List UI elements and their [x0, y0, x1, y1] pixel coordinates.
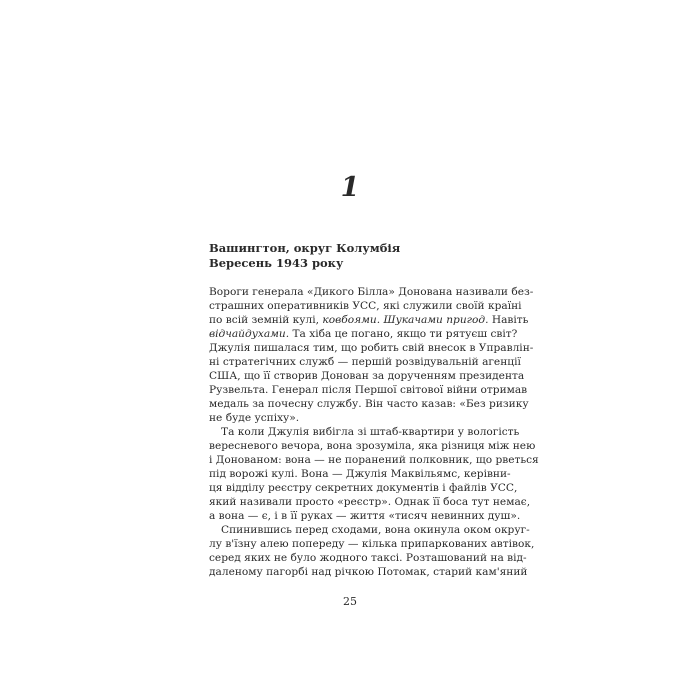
text-line [209, 551, 527, 565]
text-line [209, 327, 518, 341]
text-segment: США, що її створив Донован за дорученням президента [209, 370, 525, 382]
text-line [209, 509, 521, 523]
text-segment: не буде успіху». [209, 412, 300, 424]
text-segment: медаль за почесну службу. Він часто казав: «Без ризику [209, 398, 529, 410]
text-segment: який називали просто «реєстр». Однак її боса тут немає, [209, 496, 531, 508]
italic-text: відчайдухами. [209, 328, 290, 340]
text-segment: страшних оперативників УСС, які служили своїй країні [209, 300, 522, 312]
text-line [209, 439, 536, 453]
text-segment: Навіть [488, 314, 529, 326]
text-segment: серед яких не було жодного таксі. Розташований на від- [209, 552, 527, 564]
text-line [209, 537, 535, 551]
text-segment: даленому пагорбі над річкою Потомак, старий кам'яний [209, 566, 528, 578]
text-line [209, 565, 528, 579]
text-line [209, 453, 539, 467]
text-segment: Рузвельта. Генерал після Першої світової війни отримав [209, 384, 528, 396]
italic-text: ковбоями. Шукачами пригод. [322, 314, 489, 326]
text-segment: а вона — є, і в її руках — життя «тисяч невинних душ». [209, 510, 521, 522]
text-line [209, 285, 534, 299]
text-line [209, 411, 485, 425]
text-line [209, 397, 529, 411]
body-text [209, 285, 539, 579]
text-line [209, 523, 530, 537]
text-line [209, 355, 521, 369]
text-segment: по всій земній кулі, [209, 314, 323, 326]
text-line [209, 481, 518, 495]
text-segment: Вороги генерала «Дикого Білла» Донована називали без- [209, 286, 534, 298]
text-segment: ні стратегічних служб — першій розвідувальній агенції [209, 356, 521, 368]
text-segment: Джулія пишалася тим, що робить свій внесок в Управлін- [209, 342, 534, 354]
text-line [209, 495, 531, 509]
chapter-number: 1 [340, 172, 360, 203]
text-line [209, 313, 529, 327]
text-line [209, 299, 522, 313]
text-line [209, 369, 525, 383]
text-segment: під ворожі кулі. Вона — Джулія Маквільямс, керівни- [209, 468, 511, 480]
heading-place: Вашингтон, округ Колумбія [209, 241, 401, 255]
text-line [209, 341, 534, 355]
heading-date: Вересень 1943 року [209, 256, 344, 270]
text-segment: Та хіба це погано, якщо ти рятуєш світ? [289, 328, 518, 340]
text-line [209, 425, 520, 439]
text-segment: лу в'їзну алею попереду — кілька припаркованих автівок, [209, 538, 535, 550]
text-line [209, 383, 528, 397]
text-segment: вересневого вечора, вона зрозуміла, яка різниця між нею [209, 440, 536, 452]
text-segment: ця відділу реєстру секретних документів і файлів УСС, [209, 482, 518, 494]
text-segment: і Донованом: вона — не поранений полковник, що рветься [209, 454, 539, 466]
text-line [209, 467, 511, 481]
page-number: 25 [343, 595, 357, 608]
text-segment: Та коли Джулія вибігла зі штаб-квартири у вологість [221, 426, 520, 438]
text-segment: Спинившись перед сходами, вона окинула оком округ- [221, 524, 530, 536]
